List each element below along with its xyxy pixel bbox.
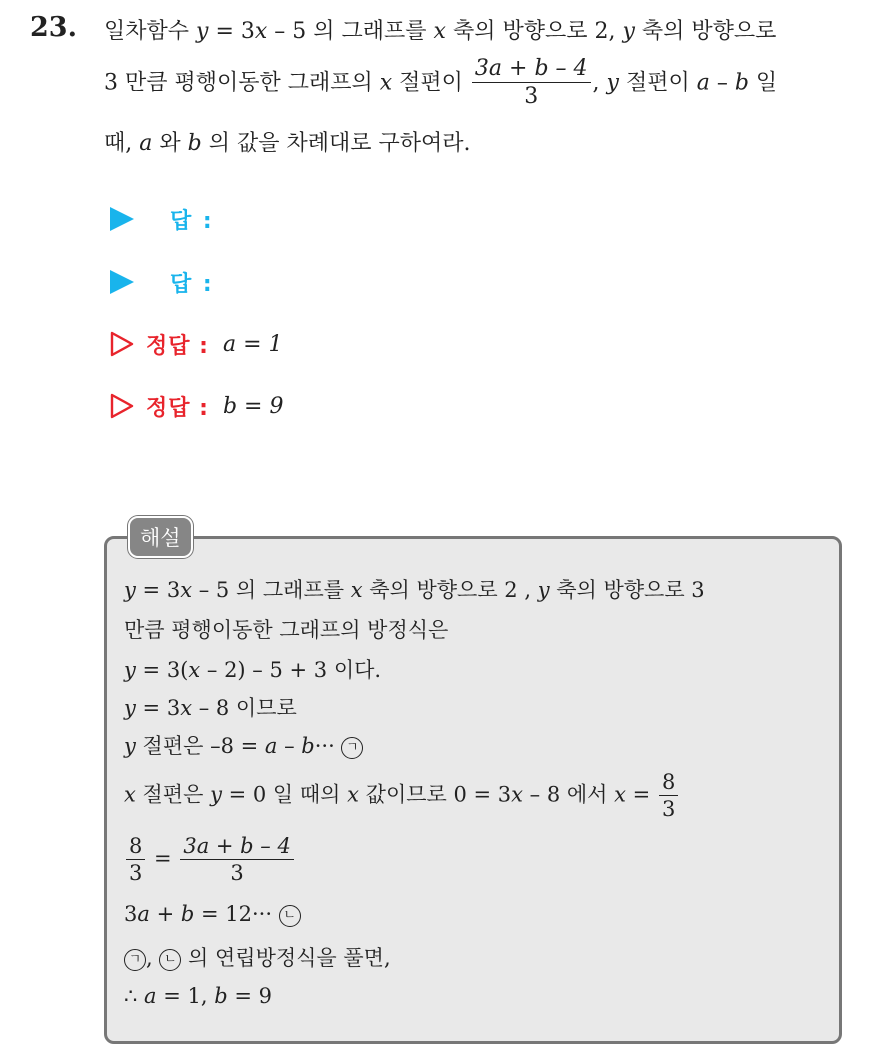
q2-t2: 절편이 <box>392 70 470 96</box>
fraction-numerator: 8 <box>126 834 145 860</box>
s1-t7: 축의 방향으로 3 <box>549 578 705 602</box>
correct-answer-label: 정답 : <box>146 395 209 421</box>
solution-line-1 <box>124 574 705 604</box>
q2-t6: a <box>696 70 710 96</box>
correct-answer-value: b = 9 <box>222 393 284 419</box>
s6-t9: = <box>625 782 657 807</box>
circled-giyeok-marker: ㄱ <box>341 737 363 759</box>
q1-t6: 축의 방향으로 2, <box>445 19 623 44</box>
outline-triangle-icon <box>110 393 134 419</box>
q2-t3: , <box>592 70 607 96</box>
fraction-numerator: 8 <box>659 770 678 796</box>
q3-t4: 의 값을 차례대로 구하여라. <box>201 131 471 156</box>
left-fraction <box>126 834 145 886</box>
q2-t9: 일 <box>748 70 778 96</box>
q3-t0: 때, <box>104 131 140 156</box>
s3-t3: – 2) – 5 + 3 이다. <box>200 658 382 682</box>
s6-t7: – 8 에서 <box>523 782 615 807</box>
s1-t1: = 3 <box>135 578 181 602</box>
play-triangle-icon <box>110 207 134 231</box>
fraction-denominator: 3 <box>230 861 244 886</box>
s1-t0: y <box>124 578 136 602</box>
s6-t2: y <box>210 782 222 807</box>
s10-t4: = 9 <box>227 984 273 1008</box>
s5-t5: ··· <box>314 734 342 758</box>
answer-row-1 <box>110 199 214 239</box>
s1-t5: 축의 방향으로 2 , <box>362 578 538 602</box>
answer-label: 답 : <box>170 271 214 297</box>
fraction-denominator: 3 <box>129 861 143 886</box>
q2-t7: – <box>709 70 735 96</box>
correct-answer-row-2 <box>110 386 283 426</box>
s3-t2: x <box>188 658 201 682</box>
solution-line-6 <box>124 770 680 822</box>
s5-t1: 절편은 –8 = <box>135 734 265 758</box>
solution-line-7 <box>124 834 296 886</box>
solution-line-2: 만큼 평행이동한 그래프의 방정식은 <box>124 618 449 642</box>
fraction-denominator: 3 <box>661 797 676 822</box>
q1-t8: 축의 방향으로 <box>634 19 777 44</box>
fraction-numerator: 3a + b – 4 <box>472 56 591 83</box>
q1-t1: y <box>196 19 209 44</box>
s10-t0: ∴ <box>124 984 145 1008</box>
correct-answer-value: a = 1 <box>222 331 283 357</box>
s9-comma: , <box>146 946 160 970</box>
q2-t4: y <box>606 70 619 96</box>
s4-t2: x <box>180 696 193 720</box>
s5-t2: a <box>264 734 278 758</box>
s8-t1: a <box>137 902 150 926</box>
q1-t5: x <box>433 19 446 44</box>
correct-answer-row-1 <box>110 324 283 364</box>
solution-line-5 <box>124 730 363 760</box>
s6-t0: x <box>124 782 136 807</box>
fraction-denominator: 3 <box>524 84 539 110</box>
x-intercept-fraction <box>472 56 591 111</box>
s3-t1: = 3( <box>135 658 189 682</box>
s5-t0: y <box>124 734 136 758</box>
solution-badge: 해설 <box>128 516 193 558</box>
s9-text: 의 연립방정식을 풀면, <box>181 946 391 970</box>
circled-nieun-marker: ㄴ <box>279 905 301 927</box>
q1-t3: x <box>254 19 268 44</box>
outline-triangle-icon <box>110 331 134 357</box>
s6-t1: 절편은 <box>135 782 211 807</box>
q3-t2: 와 <box>152 131 188 156</box>
q2-t8: b <box>734 70 749 96</box>
q2-t5: 절편이 <box>618 70 697 96</box>
s3-t0: y <box>124 658 136 682</box>
solution-line-4 <box>124 692 297 722</box>
q1-t7: y <box>622 19 635 44</box>
s1-t2: x <box>180 578 193 602</box>
q2-t1: x <box>379 70 393 96</box>
q3-t3: b <box>187 131 202 156</box>
s6-t3: = 0 일 때의 <box>221 782 348 807</box>
question-line-1 <box>104 14 776 45</box>
s8-t3: b <box>180 902 195 926</box>
solution-line-10 <box>124 984 272 1008</box>
s1-t3: – 5 의 그래프를 <box>192 578 351 602</box>
s6-t5: 값이므로 0 = 3 <box>358 782 512 807</box>
s8-t2: + <box>149 902 181 926</box>
solution-line-9 <box>124 942 391 972</box>
correct-answer-label: 정답 : <box>146 333 209 359</box>
s6-t6: x <box>511 782 523 807</box>
question-line-2 <box>104 56 777 111</box>
s4-t1: = 3 <box>135 696 181 720</box>
s5-t4: b <box>301 734 315 758</box>
solution-line-3 <box>124 654 381 684</box>
s6-t8: x <box>614 782 626 807</box>
q2-t0: 3 만큼 평행이동한 그래프의 <box>104 70 380 96</box>
circled-nieun-marker: ㄴ <box>159 949 181 971</box>
s10-t2: = 1, <box>156 984 215 1008</box>
answer-label: 답 : <box>170 208 214 234</box>
s5-t3: – <box>277 734 302 758</box>
s10-t1: a <box>144 984 157 1008</box>
s10-t3: b <box>214 984 228 1008</box>
question-line-3 <box>104 126 470 157</box>
fraction-numerator: 3a + b – 4 <box>180 834 293 860</box>
s1-t6: y <box>537 578 550 602</box>
s6-t4: x <box>347 782 359 807</box>
s4-t3: – 8 이므로 <box>192 696 297 720</box>
q1-t2: = 3 <box>208 19 255 44</box>
question-number: 23. <box>30 12 77 43</box>
circled-giyeok-marker: ㄱ <box>124 949 146 971</box>
x-value-fraction <box>659 770 678 822</box>
s4-t0: y <box>124 696 136 720</box>
equals-sign: = <box>147 846 179 871</box>
q1-t0: 일차함수 <box>104 19 197 44</box>
q3-t1: a <box>139 131 153 156</box>
solution-line-8 <box>124 902 301 927</box>
s8-t0: 3 <box>124 902 138 926</box>
answer-row-2 <box>110 262 214 302</box>
right-fraction <box>180 834 293 886</box>
s8-t4: = 12··· <box>194 902 279 926</box>
s1-t4: x <box>350 578 363 602</box>
q1-t4: – 5 의 그래프를 <box>267 19 434 44</box>
play-triangle-icon <box>110 270 134 294</box>
